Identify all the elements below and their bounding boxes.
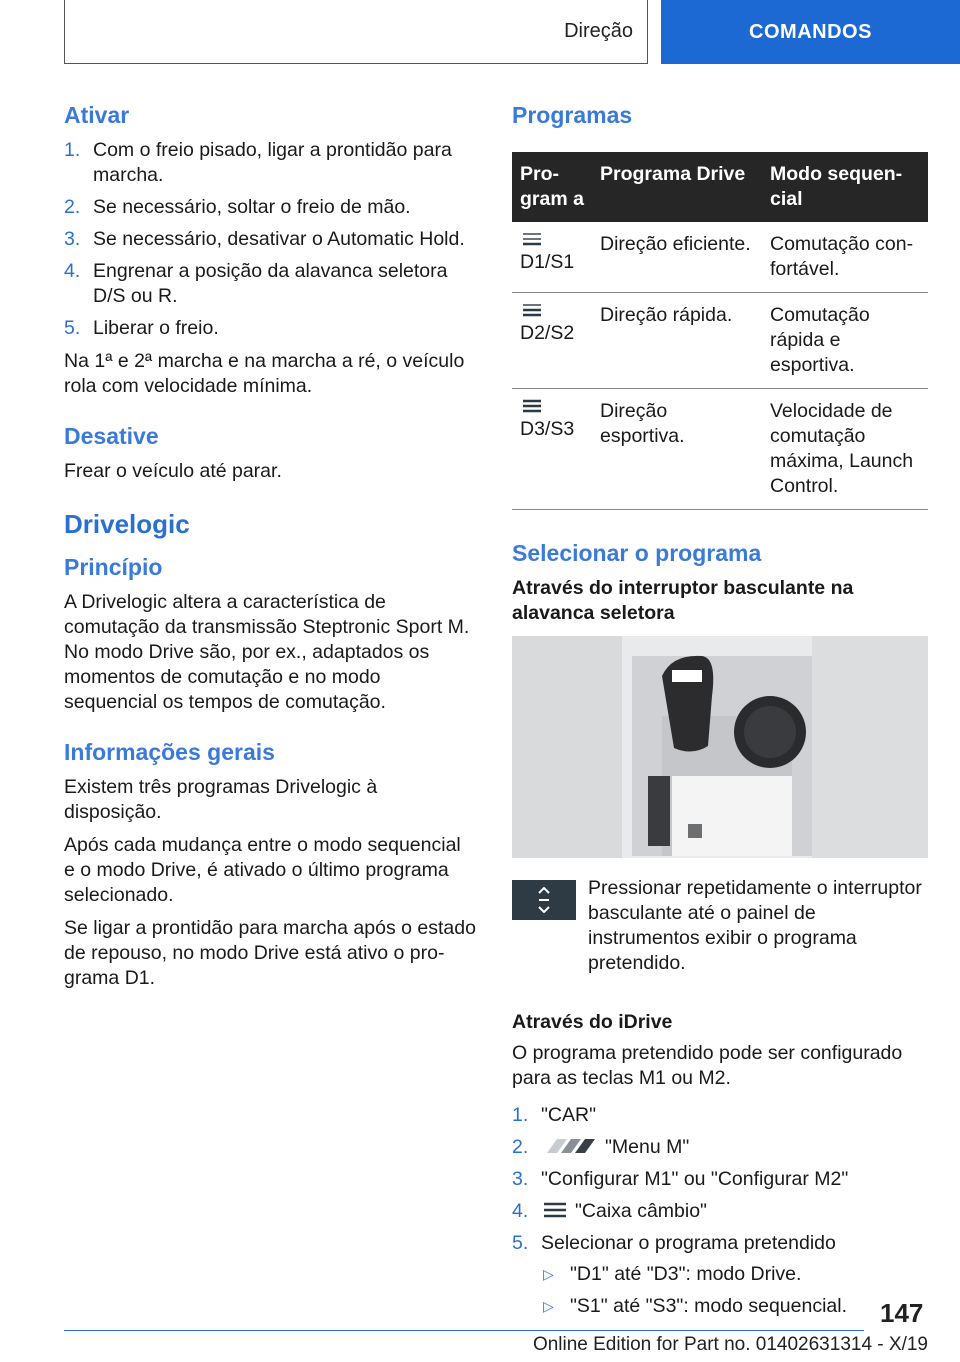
list-item: 4. "Caixa câmbio"	[512, 1200, 707, 1222]
table-header-row	[512, 152, 928, 222]
header-chapter-label: COMANDOS	[749, 20, 872, 43]
rocker-switch-icon	[512, 880, 576, 920]
principio-text: A Drivelogic altera a característica de comutação da transmissão Steptronic Sport M. No modo Drive são, por ex., adaptados os momentos de comutação e no modo sequencial os tempos de comutação.	[64, 591, 470, 713]
table-header-cell: Program a	[512, 152, 592, 222]
list-item: 2. "Menu M"	[512, 1136, 690, 1158]
programas-heading: Programas	[512, 102, 633, 128]
ativar-note: Na 1ª e 2ª marcha e na marcha a ré, o veículo rola com velocidade mínima.	[64, 350, 465, 397]
table-cell: Comutação rápida e esportiva.	[762, 293, 928, 389]
list-item: 5. Selecionar o programa pretendido ▷ "D1" até "D3": modo Drive. ▷ "S1" até "S3": modo sequencial.	[512, 1231, 928, 1319]
list-item: 1. "CAR"	[512, 1104, 597, 1126]
idrive-subheading: Através do iDrive	[512, 1011, 673, 1033]
principio-heading: Princípio	[64, 554, 163, 580]
m-logo-icon	[541, 1137, 599, 1155]
list-item: 2. Se necessário, soltar o freio de mão.	[64, 196, 411, 218]
list-item: 1. Com o freio pisado, ligar a prontidão para marcha.	[64, 139, 452, 186]
table-header-cell: Programa Drive	[592, 152, 762, 222]
gear-selector-photo	[512, 636, 928, 858]
table-row	[512, 293, 928, 389]
ativar-heading: Ativar	[64, 102, 130, 128]
rocker-instruction	[512, 876, 928, 976]
header-section-label: Direção	[564, 20, 633, 42]
desative-heading: Desative	[64, 423, 159, 449]
triangle-bullet-icon: ▷	[543, 1266, 554, 1282]
programs-table	[512, 152, 928, 510]
footer-divider	[64, 1330, 864, 1331]
ativar-steps	[64, 138, 476, 341]
list-item: ▷ "S1" até "S3": modo sequencial.	[543, 1295, 848, 1317]
select-program-heading: Selecionar o programa	[512, 540, 762, 566]
idrive-text: O programa pretendido pode ser configurado para as teclas M1 ou M2.	[512, 1042, 903, 1089]
list-item: 5. Liberar o freio.	[64, 317, 219, 339]
program-level-1-icon	[520, 232, 544, 246]
table-row	[512, 389, 928, 510]
list-item: ▷ "D1" até "D3": modo Drive.	[543, 1263, 802, 1285]
info-paragraph: Se ligar a prontidão para marcha após o estado de repouso, no modo Drive está ativo o programa D1.	[64, 917, 476, 989]
table-cell: Direção esportiva.	[592, 389, 762, 510]
list-item: 3. "Configurar M1" ou "Configurar M2"	[512, 1168, 849, 1190]
table-header-cell: Modo sequencial	[762, 152, 928, 222]
triangle-bullet-icon: ▷	[543, 1298, 554, 1314]
rocker-text: Pressionar repetidamente o interruptor basculante até o painel de instrumentos exibir o programa pretendido.	[588, 877, 922, 974]
program-code: D2/S2	[520, 322, 575, 344]
idrive-steps	[512, 1103, 928, 1319]
table-row	[512, 222, 928, 293]
list-item: 4. Engrenar a posição da alavanca seletora D/S ou R.	[64, 260, 448, 307]
rocker-subheading: Através do interruptor basculante na alavanca seletora	[512, 577, 854, 624]
page-number: 147	[880, 1298, 924, 1328]
drivelogic-heading: Drivelogic	[64, 509, 190, 539]
desative-text: Frear o veículo até parar.	[64, 460, 282, 482]
table-cell: Direção eficiente.	[592, 222, 762, 293]
list-item: 3. Se necessário, desativar o Automatic Hold.	[64, 228, 465, 250]
program-level-2-icon	[520, 303, 544, 317]
footer-edition: Online Edition for Part no. 01402631314 - X/19	[532, 1334, 928, 1355]
program-code: D3/S3	[520, 418, 575, 440]
info-paragraph: Existem três programas Drivelogic à disposição.	[64, 776, 378, 823]
left-column	[64, 100, 476, 999]
header-section	[64, 0, 648, 64]
idrive-substeps	[541, 1262, 928, 1319]
header-chapter	[661, 0, 960, 64]
info-paragraph: Após cada mudança entre o modo sequencial e o modo Drive, é ativado o último programa selecionado.	[64, 834, 461, 906]
table-cell: Direção rápida.	[592, 293, 762, 389]
program-level-icon	[541, 1201, 569, 1219]
right-column	[512, 100, 928, 1327]
program-level-3-icon	[520, 399, 544, 413]
program-code: D1/S1	[520, 251, 575, 273]
table-cell: Comutação confortável.	[762, 222, 928, 293]
info-heading: Informações gerais	[64, 739, 275, 765]
table-cell: Velocidade de comutação máxima, Launch Control.	[762, 389, 928, 510]
